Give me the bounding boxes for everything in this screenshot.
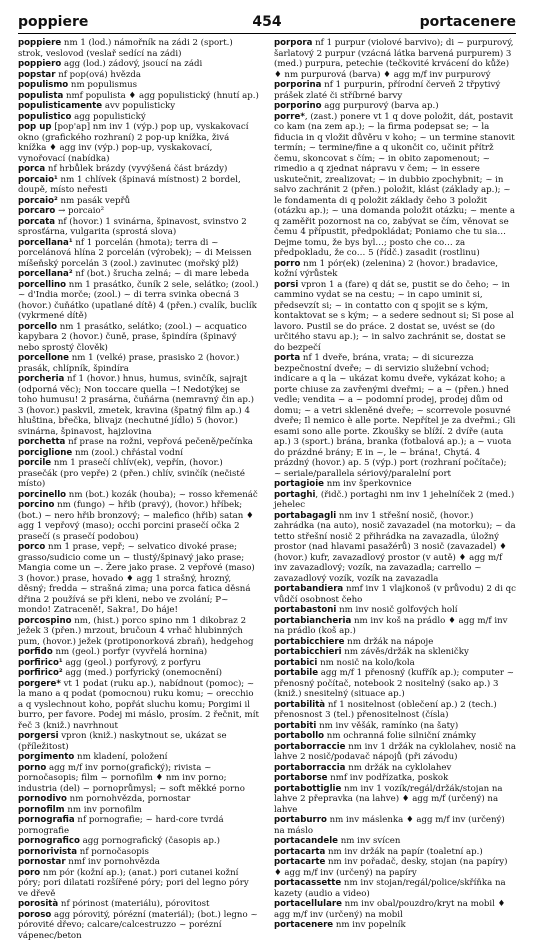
dictionary-entry <box>18 164 260 175</box>
dictionary-entry <box>18 206 260 217</box>
dictionary-entry <box>274 878 516 899</box>
entry-headword: pornografia <box>18 815 75 825</box>
entry-definition: nm pornohvězda, pornostar <box>67 794 190 804</box>
dictionary-entry <box>18 731 260 752</box>
page-number: 454 <box>252 14 281 30</box>
entry-headword: porro <box>274 259 300 269</box>
entry-definition: nm držák na nápoje <box>344 637 433 647</box>
entry-definition: nm populismus <box>68 80 137 90</box>
entry-definition: nm pasák vepřů <box>58 196 130 206</box>
entry-definition: nf prase na rožni, vepřová pečeně/pečínka <box>65 437 253 447</box>
entry-definition: nm inv stojan/regál/police/skříňka na kazety (audio a video) <box>274 878 506 899</box>
entry-definition: nf pornografie; ~ hard-core tvrdá pornografie <box>18 815 224 836</box>
entry-definition: vpron 1 a (fare) q dát se, pustit se do čeho; ~ in cammino vydat se na cestu; ~ in capo uminit si, předsevzít si; ~ in contatto con q spojit se s kým, kontaktovat se s kým; ~ a sedere sednout si; Si pose al lavoro. Pustil se do práce. 2 dostat se, uvést se (do určitého stavu ap.); ~ in salvo zachránit se, dostat se do bezpečí <box>274 280 514 353</box>
entry-definition: nm inv popelník <box>333 920 406 930</box>
entry-definition: nm pór (kožní ap.); (anat.) pori cutanei kožní póry; pori dilatati rozšířené póry; pori del legno póry ve dřevě <box>18 868 249 899</box>
dictionary-entry <box>18 112 260 123</box>
dictionary-entry <box>274 280 516 354</box>
entry-headword: pornorivista <box>18 847 77 857</box>
dictionary-entry <box>18 269 260 280</box>
entry-definition: [pop'ap] nm inv 1 (výp.) pop up, vyskakovací okno (grafického rozhraní) 2 pop-up knížka, živá knížka ♦ agg inv (výp.) pop-up, vyskakovací, vynořovací (nabídka) <box>18 122 248 164</box>
entry-definition: nm inv 1 vozík/regál/držák/stojan na lahve 2 přepravka (na lahve) ♦ agg m/f (určený) na lahve <box>274 784 503 815</box>
entry-definition: nm inv máslenka ♦ agg m/f inv (určený) na máslo <box>274 815 505 836</box>
entry-headword: pornografico <box>18 836 80 846</box>
entry-headword: portagioie <box>274 479 324 489</box>
entry-headword: portabiancheria <box>274 616 351 626</box>
entry-definition: nm inv svícen <box>338 836 400 846</box>
entry-headword: portabicchieri <box>274 647 342 657</box>
entry-definition: nm inv 1 držák na cyklolahev, nosič na lahve 2 nosič/podavač nápojů (při závodu) <box>274 742 516 763</box>
dictionary-entry <box>18 91 260 102</box>
dictionary-entry <box>274 784 516 816</box>
dictionary-entry <box>274 899 516 920</box>
dictionary-entry <box>18 322 260 354</box>
entry-definition: nm inv držák na papír (toaletní ap.) <box>325 847 482 857</box>
entry-definition: nm 1 prasečí chlív(ek), vepřín, (hovor.) prasečák (pro vepře) 2 (přen.) chlív, svinčík (nečisté místo) <box>18 458 245 489</box>
entry-definition: nm inv šperkovnice <box>324 479 412 489</box>
dictionary-entry <box>274 742 516 763</box>
entry-definition: avv populisticky <box>102 101 175 111</box>
entry-definition: nm 1 chlívek (špinavá místnost) 2 bordel, doupě, místo neřesti <box>18 175 241 196</box>
dictionary-entry <box>18 752 260 763</box>
entry-definition: nf hrbůlek brázdy (vyvýšená část brázdy) <box>45 164 227 174</box>
dictionary-entry <box>274 836 516 847</box>
dictionary-entry <box>18 910 260 941</box>
entry-headword: portacandele <box>274 836 338 846</box>
entry-headword: portacellulare <box>274 899 342 909</box>
entry-headword: porchetta <box>18 437 65 447</box>
dictionary-entry <box>18 805 260 816</box>
header-rule <box>18 33 516 34</box>
entry-headword: porcello <box>18 322 57 332</box>
entry-definition: agg purpurový (barva ap.) <box>322 101 439 111</box>
entry-definition: nmf inv 1 vlajkonoš (v průvodu) 2 di qc vůdčí osobnost čeho <box>274 584 516 605</box>
entry-headword: portacenere <box>274 920 333 930</box>
entry-headword: poroso <box>18 910 51 920</box>
header-right-word: portacenere <box>420 14 516 30</box>
entry-definition: nf 1 dveře, brána, vrata; ~ di sicurezza bezpečnostní dveře; ~ di servizio služební vchod; indicare a q la ~ ukázat komu dveře, vykázat koho; a porte chiuse za zavřenými dveřmi; ~ a ~ (přen.) hned vedle; vendita ~ a ~ podomní prodej, prodej dům od domu; ~ a vetri skleněné dveře; ~ scorrevole posuvné dveře; Il nemico è alle porte. Nepřítel je za dveřmi.; Gli esami sono alle porte. Zkoušky se blíží. 2 dvíře (auta ap.) 3 (sport.) brána, branka (fotbalová ap.); a ~ vuota do prázdné brány; E in ~, le ~ brána!, Chytá. 4 prázdný (hovor.) ap. 5 (výp.) port (rozhraní počítače); ~ seriale/parallela sériový/paralelní port <box>274 353 515 479</box>
page-header <box>18 8 516 30</box>
entry-headword: portaborse <box>274 773 327 783</box>
entry-headword: pornostar <box>18 857 66 867</box>
entry-headword: porporino <box>274 101 322 111</box>
entry-headword: porcaro <box>18 206 55 216</box>
dictionary-entry <box>18 899 260 910</box>
dictionary-entry <box>18 458 260 490</box>
entry-definition: nf (hovor.) 1 svinárna, špinavost, svinstvo 2 sprosťárna, vulgarita (sprostá slova) <box>18 217 247 238</box>
dictionary-entry <box>18 196 260 207</box>
entry-headword: populista <box>18 91 63 101</box>
dictionary-entry <box>18 794 260 805</box>
header-left-word: poppiere <box>18 14 88 30</box>
dictionary-entry <box>18 763 260 795</box>
entry-headword: portaborraccia <box>274 763 345 773</box>
entry-definition: nf (bot.) šrucha zelná; ~ di mare lebeda <box>73 269 250 279</box>
entry-headword: porcellone <box>18 353 69 363</box>
dictionary-entry <box>274 815 516 836</box>
dictionary-entry <box>274 584 516 605</box>
entry-headword: porcaio¹ <box>18 175 58 185</box>
entry-headword: porcellana¹ <box>18 238 73 248</box>
dictionary-entry <box>18 815 260 836</box>
dictionary-entry <box>274 700 516 721</box>
entry-headword: poppiero <box>18 59 61 69</box>
entry-definition: nm 1 prasátko, selátko; (zool.) ~ acquatico kapybara 2 (hovor.) čuně, prase, špindíra (špinavý nebo sprostý člověk) <box>18 322 247 353</box>
dictionary-entry <box>274 605 516 616</box>
entry-headword: portaborraccie <box>274 742 346 752</box>
dictionary-entry <box>274 637 516 648</box>
dictionary-entry <box>274 38 516 80</box>
entry-headword: porcile <box>18 458 51 468</box>
entry-headword: portacarte <box>274 857 325 867</box>
entry-definition: nf pornočasopis <box>77 847 149 857</box>
entry-headword: porciglione <box>18 448 72 458</box>
entry-headword: portabagagli <box>274 511 336 521</box>
dictionary-entry <box>274 857 516 878</box>
entry-headword: portacassette <box>274 878 341 888</box>
dictionary-entry <box>18 101 260 112</box>
entry-definition: nmf populista ♦ agg populistický (hnutí ap.) <box>63 91 259 101</box>
dictionary-entry <box>274 80 516 101</box>
dictionary-entry <box>18 616 260 648</box>
entry-headword: porcellino <box>18 280 66 290</box>
entry-headword: portabici <box>274 658 317 668</box>
dictionary-entry <box>274 847 516 858</box>
dictionary-entry <box>274 353 516 479</box>
entry-headword: portabiti <box>274 721 316 731</box>
entry-definition: nm, (hist.) porco spino nm 1 dikobraz 2 ježek 3 (přen.) mrzout, bručoun 4 vrhač hlubinných pum, (hovor.) ježek (protiponorková zbraň), hedgehog <box>18 616 253 647</box>
dictionary-entry <box>18 59 260 70</box>
dictionary-entry <box>274 101 516 112</box>
dictionary-entry <box>274 616 516 637</box>
dictionary-entry <box>18 374 260 437</box>
dictionary-entry <box>274 920 516 931</box>
dictionary-entry <box>18 38 260 59</box>
entry-headword: portacarta <box>274 847 325 857</box>
entry-headword: portabandiera <box>274 584 343 594</box>
entry-definition: nm inv nosič golfových holí <box>336 605 457 615</box>
entry-headword: porgere* <box>18 679 61 689</box>
entry-definition: nm inv obal/pouzdro/kryt na mobil ♦ agg m/f inv (určený) na mobil <box>274 899 505 920</box>
entry-definition: , (zast.) ponere vt 1 q dove položit, dát, postavit co kam (na zem ap.); ~ la firma podepsat se; ~ la fiducia in q vložit důvěru v koho; ~ un termine stanovit termín; ~ termine/fine a q ukončit co, učinit přítrž čemu, skoncovat s čím; ~ in obito zapomenout; ~ rimedio a q zjednat nápravu v čem; ~ in essere uskutečnit, zrealizovat; ~ in dubbio zpochybnit; ~ in salvo zachránit 2 (přen.) položit, klást (základy ap.); ~ le fondamenta di q položit základy čeho 3 položit (otázku ap.); ~ una domanda položit otázku; ~ mente a q zaměřit pozornost na co, zabývat se čím, věnovat se čemu 4 přípustit, předpokládat; Poniamo che tu sia… Dejme tomu, že bys byl…; posto che co… za předpokladu, že co… 5 (řídč.) zasadit (rostlinu) <box>274 112 515 259</box>
entry-definition: nf 1 porcelán (hmota); terra di ~ porcelánová hlína 2 porcelán (výrobek); ~ di Meissen míšeňský porcelán 3 (zool.) zavinutec (mořský plž) <box>18 238 252 269</box>
entry-headword: porcellana² <box>18 269 73 279</box>
entry-headword: portaburro <box>274 815 327 825</box>
entry-headword: pop up <box>18 122 51 132</box>
entry-definition: vt 1 podat (ruku ap.), nabídnout (pomoc); ~ la mano a q podat (pomocnou) ruku komu; ~ orecchio a q vyslechnout koho, popřát sluchu komu; Porgimi il burro, per favore. Podej mi máslo, prosím. 2 řečnit, mít řeč 3 (kniž.) navrhnout <box>18 679 259 731</box>
entry-headword: poro <box>18 868 40 878</box>
entry-headword: porco <box>18 542 45 552</box>
entry-headword: porcinello <box>18 490 66 500</box>
entry-definition: , (řidč.) portaghi nm inv 1 jehelníček 2 (med.) jehelec <box>274 490 514 511</box>
entry-definition: → porcaio² <box>55 206 104 216</box>
dictionary-entry <box>274 731 516 742</box>
dictionary-entry <box>18 122 260 164</box>
entry-definition: vpron (kniž.) naskytnout se, ukázat se (příležitost) <box>18 731 227 752</box>
dictionary-entry <box>18 280 260 322</box>
entry-definition: agg m/f inv porno(grafický); rivista ~ pornočasopis; film ~ pornofilm ♦ nm inv porno; industria (del) ~ pornoprůmysl; ~ soft měkké porno <box>18 763 245 794</box>
entry-definition: nm (geol.) porfyr (vyvřelá hornina) <box>53 647 207 657</box>
entry-headword: porcata <box>18 217 55 227</box>
dictionary-entry <box>274 511 516 585</box>
entry-definition: agg m/f 1 přenosný (kufřík ap.); computer ~ přenosný počítač, notebook 2 nositelný (sako ap.) 3 (kniž.) snesitelný (situace ap.) <box>274 668 514 699</box>
dictionary-entry <box>274 763 516 774</box>
dictionary-entry <box>18 80 260 91</box>
entry-definition: nm závěs/držák na skleničky <box>342 647 469 657</box>
entry-definition: agg pornografický (časopis ap.) <box>80 836 220 846</box>
dictionary-entry <box>18 437 260 448</box>
entry-headword: porporina <box>274 80 321 90</box>
entry-definition: nm 1 prase, vepř; ~ selvatico divoké prase; grasso/sudicio come un ~ tlustý/špinavý jako prase; Mangia come un ~. Žere jako prase. 2 vepřové (maso) 3 (hovor.) prase, hovado ♦ agg 1 strašný, hrozný, děsný; fredda ~ strašná zima; una porca fatica děsná dřina 2 používá se při kleni, nebo ve zvolání; P~ mondo! Zatraceně!, Sakra!, Do háje! <box>18 542 255 615</box>
entry-headword: porgersi <box>18 731 59 741</box>
entry-headword: porca <box>18 164 45 174</box>
dictionary-columns <box>18 38 516 746</box>
entry-definition: nf 1 purpurin, přírodní červeň 2 třpytivý prášek zlaté či stříbrné barvy <box>274 80 500 101</box>
entry-headword: portabicchiere <box>274 637 344 647</box>
entry-definition: nf 1 nositelnost (oblečení ap.) 2 (tech.) přenosnost 3 (tel.) přenositelnost (čísla) <box>274 700 497 721</box>
entry-headword: populistico <box>18 112 71 122</box>
entry-headword: porsi <box>274 280 298 290</box>
entry-headword: porpora <box>274 38 312 48</box>
entry-headword: porfido <box>18 647 53 657</box>
entry-headword: portaghi <box>274 490 315 500</box>
entry-headword: porcino <box>18 500 54 510</box>
entry-headword: portabottiglie <box>274 784 341 794</box>
entry-headword: pornodivo <box>18 794 67 804</box>
entry-definition: nm 1 pór(ek) (zelenina) 2 (hovor.) bradavice, kožní výrůstek <box>274 259 498 280</box>
dictionary-entry <box>274 112 516 259</box>
entry-headword: portabile <box>274 668 318 678</box>
entry-definition: nm inv 1 střešní nosič, (hovor.) zahrádka (na auto), nosič zavazadel (na motorku); ~ da tetto střešní nosič 2 přihrádka na zavazadla, úložný prostor (nad hlavami pasažérů) 3 nosič (zavazadel) ♦ (hovor.) kufr, zavazadlový prostor (v autě) ♦ agg m/f inv zavazadlový; vozík, na zavazadla; carrello ~ zavazadlový vozík, vozík na zavazadla <box>274 511 516 584</box>
dictionary-entry <box>18 647 260 658</box>
entry-headword: portabastoni <box>274 605 336 615</box>
entry-headword: populismo <box>18 80 68 90</box>
entry-definition: agg (geol.) porfyrový, z porfyru <box>63 658 201 668</box>
entry-headword: porosità <box>18 899 58 909</box>
dictionary-entry <box>274 773 516 784</box>
entry-definition: nf pop(ová) hvězda <box>55 70 141 80</box>
dictionary-entry <box>18 679 260 732</box>
entry-definition: nm držák na cyklolahev <box>345 763 451 773</box>
entry-definition: nm nosič na kolo/kola <box>317 658 414 668</box>
entry-definition: nm 1 prasátko, čuník 2 sele, selátko; (zool.) ~ d'India morče; (zool.) ~ di terra svinka obecná 3 (hovor.) čuňátko (upatlané dítě) 4 (přen.) cvalík, buclík (vykrmené dítě) <box>18 280 258 322</box>
entry-headword: porcospino <box>18 616 72 626</box>
entry-headword: porcheria <box>18 374 64 384</box>
entry-definition: agg pórovitý, pórézní (materiál); (bot.) legno ~ pórovité dřevo; calcare/calcestruzzo ~ porézní vápenec/beton <box>18 910 258 941</box>
entry-headword: porfirico¹ <box>18 658 63 668</box>
dictionary-entry <box>18 836 260 847</box>
dictionary-entry <box>274 490 516 511</box>
dictionary-entry <box>18 490 260 501</box>
dictionary-entry <box>274 259 516 280</box>
dictionary-entry <box>274 647 516 658</box>
entry-definition: nm 1 (velké) prase, prasisko 2 (hovor.) prasák, chlípník, špindíra <box>18 353 239 374</box>
entry-headword: porgimento <box>18 752 74 762</box>
entry-definition: nm ochranná folie silniční známky <box>324 731 476 741</box>
entry-definition: nm (fungo) ~ hřib (pravý), (hovor.) hříbek; (bot.) ~ nero hřib bronzový; ~ malefico (hřib) satan ♦ agg 1 vepřový (maso); occhi porcini prasečí očka 2 prasečí (s prasečí podobou) <box>18 500 254 542</box>
dictionary-entry <box>18 542 260 616</box>
entry-definition: nmf inv podřízatka, poskok <box>327 773 448 783</box>
dictionary-entry <box>18 500 260 542</box>
dictionary-entry <box>18 238 260 270</box>
entry-headword: porta <box>274 353 300 363</box>
dictionary-entry <box>18 847 260 858</box>
entry-definition: nm inv věšák, ramínko (na šaty) <box>316 721 458 731</box>
entry-definition: nm inv koš na prádlo ♦ agg m/f inv na prádlo (koš ap.) <box>274 616 507 637</box>
entry-headword: porfirico² <box>18 668 63 678</box>
entry-definition: nm inv pornofilm <box>65 805 142 815</box>
entry-definition: nm inv pořadač, desky, stojan (na papíry) ♦ agg m/f inv (určený) na papíry <box>274 857 508 878</box>
entry-definition: nf 1 (hovor.) hnus, humus, svinčík, sajrajt (odporná věc); Non toccare quella ~! Nedotýkej se toho humusu! 2 prasárna, čuňárna (nemravný čin ap.) 3 (hovor.) paskvil, zmetek, kravina (špatný film ap.) 4 hluština, břečka, blivajz (nechutné jídlo) 5 (hovor.) svinárna, špinavost, hajzlovina <box>18 374 254 437</box>
dictionary-entry <box>18 658 260 669</box>
entry-headword: porre* <box>274 112 305 122</box>
entry-headword: porcaio² <box>18 196 58 206</box>
entry-definition: nmf inv pornohvězda <box>66 857 160 867</box>
dictionary-entry <box>18 175 260 196</box>
dictionary-entry <box>18 857 260 868</box>
left-column <box>18 38 260 746</box>
dictionary-entry <box>18 448 260 459</box>
dictionary-entry <box>274 721 516 732</box>
entry-definition: nm (bot.) kozák (houba); ~ rosso křemenáč <box>66 490 258 500</box>
entry-headword: pornofilm <box>18 805 65 815</box>
entry-definition: nf 1 purpur (violové barvivo); di ~ purpurový, šarlatový 2 purpur (vzácná látka barvená purpurem) 3 (med.) purpura, petechie (tečkovité krvácení do kůže) ♦ nm purpurová (barva) ♦ agg m/f inv purpurový <box>274 38 514 80</box>
dictionary-entry <box>18 70 260 81</box>
dictionary-entry <box>18 668 260 679</box>
entry-headword: portabollo <box>274 731 324 741</box>
dictionary-entry <box>274 658 516 669</box>
entry-definition: nm kladení, položení <box>74 752 167 762</box>
entry-headword: popstar <box>18 70 55 80</box>
entry-definition: nm (zool.) chřástal vodní <box>72 448 183 458</box>
entry-headword: populisticamente <box>18 101 102 111</box>
entry-definition: agg (med.) porfyrický (onemocnění) <box>63 668 222 678</box>
dictionary-entry <box>18 353 260 374</box>
entry-headword: portabilità <box>274 700 325 710</box>
entry-definition: nf pórinost (materiálu), pórovitost <box>58 899 209 909</box>
dictionary-entry <box>18 868 260 900</box>
dictionary-entry <box>18 217 260 238</box>
dictionary-entry <box>274 479 516 490</box>
entry-headword: poppiere <box>18 38 61 48</box>
right-column <box>274 38 516 746</box>
entry-definition: agg populistický <box>71 112 145 122</box>
entry-definition: agg (lod.) zádový, jsoucí na zádi <box>61 59 202 69</box>
entry-definition: nm 1 (lod.) námořník na zádi 2 (sport.) strok, veslovod (veslař sedící na zádi) <box>18 38 233 59</box>
entry-headword: porno <box>18 763 46 773</box>
dictionary-entry <box>274 668 516 700</box>
